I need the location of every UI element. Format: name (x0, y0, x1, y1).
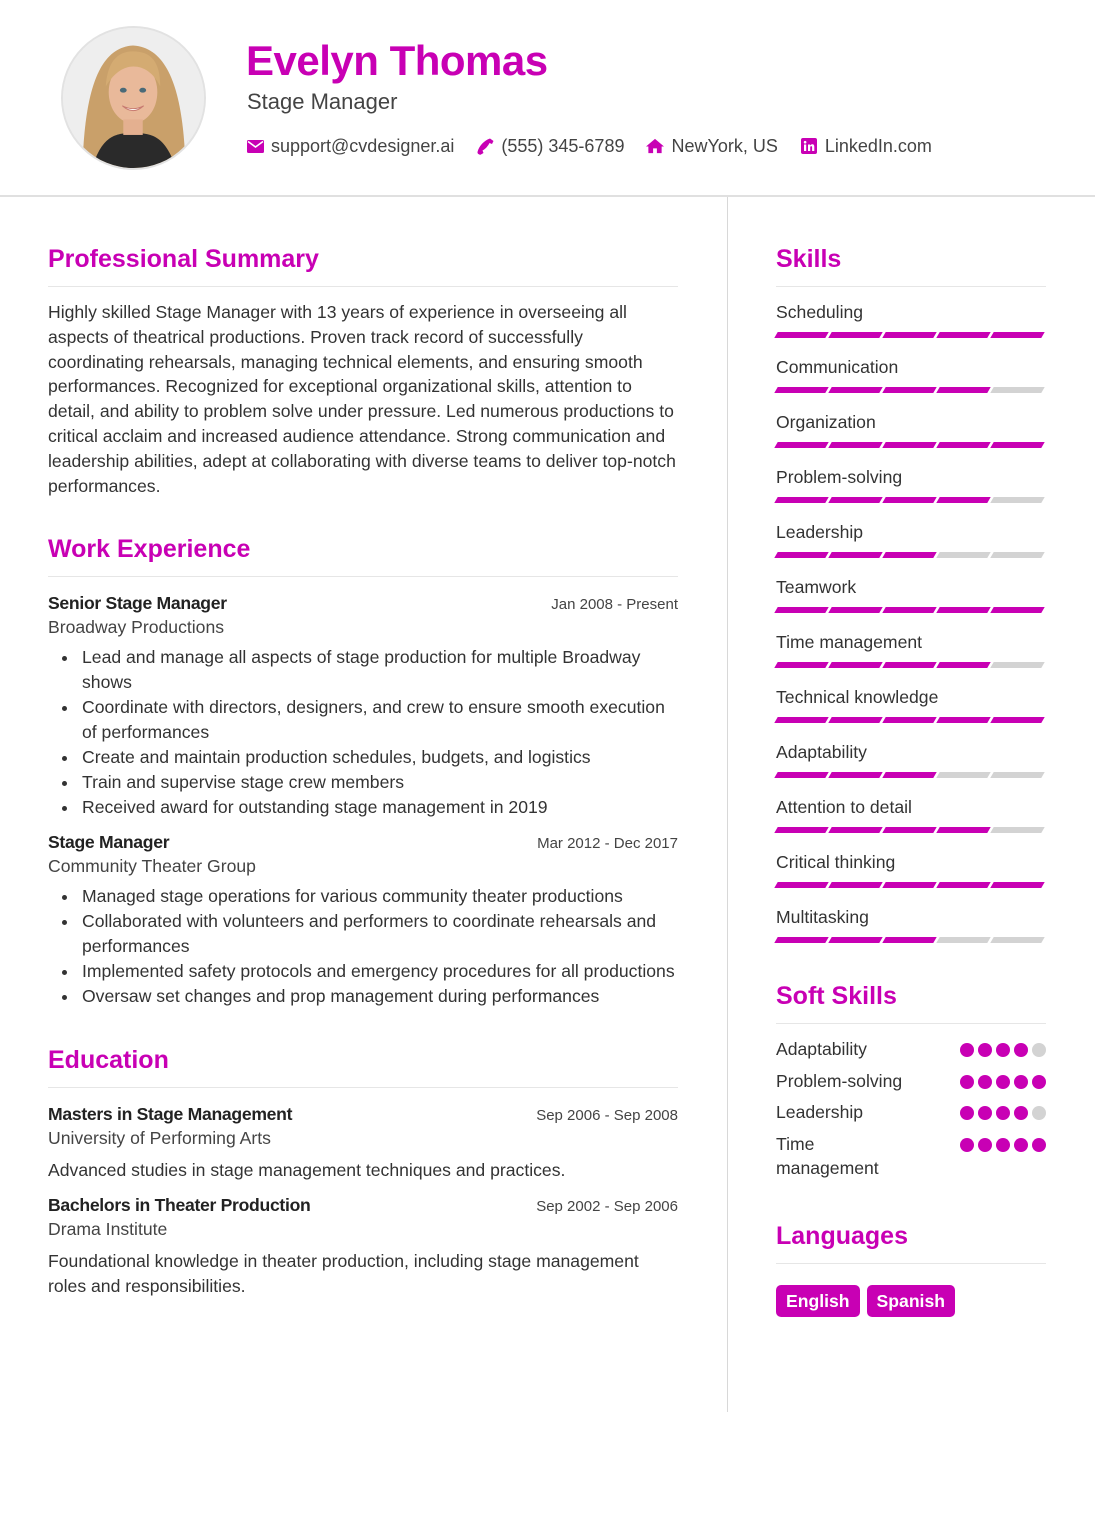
job-entry (48, 830, 678, 1009)
rating-dot-icon (960, 1043, 974, 1057)
skill-level-segment (936, 937, 990, 943)
education-date: Sep 2002 - Sep 2006 (536, 1198, 678, 1216)
skill-level-segment (774, 497, 828, 503)
job-bullet: Lead and manage all aspects of stage production for multiple Broadway shows (48, 645, 678, 695)
portrait-icon (63, 28, 204, 168)
rating-dot-icon (1032, 1106, 1046, 1120)
professional-summary-section (48, 244, 678, 498)
skill-level-bar (776, 717, 1046, 723)
degree-title: Bachelors in Theater Production (48, 1195, 311, 1216)
linkedin-icon (800, 137, 818, 155)
job-bullets (48, 884, 678, 1009)
profile-photo (61, 26, 206, 170)
envelope-icon (246, 137, 264, 155)
job-date: Jan 2008 - Present (551, 596, 678, 614)
skill-level-segment (990, 937, 1044, 943)
section-divider (48, 286, 678, 287)
contact-email-text: support@cvdesigner.ai (271, 136, 455, 156)
education-section (48, 1045, 678, 1299)
skill-level-segment (936, 497, 990, 503)
skill-level-segment (990, 882, 1044, 888)
rating-dot-icon (1032, 1075, 1046, 1089)
skill-level-segment (828, 442, 882, 448)
contact-linkedin-text: LinkedIn.com (824, 136, 932, 156)
skill-level-segment (828, 387, 882, 393)
education-entry (48, 1193, 678, 1299)
section-title: Skills (776, 245, 842, 273)
skill-level-segment (828, 332, 882, 338)
skill-level-segment (936, 827, 990, 833)
skill-level-segment (882, 607, 936, 613)
skill-level-segment (936, 717, 990, 723)
section-divider (48, 576, 678, 577)
skill-item (776, 630, 1046, 668)
skill-name: Teamwork (776, 577, 857, 597)
skill-level-bar (776, 662, 1046, 668)
skill-level-segment (990, 497, 1044, 503)
rating-dot-icon (978, 1043, 992, 1057)
sidebar-column (776, 244, 1046, 1317)
rating-dot-icon (1014, 1106, 1028, 1120)
rating-dot-icon (1032, 1043, 1046, 1057)
skill-level-segment (990, 662, 1044, 668)
job-date: Mar 2012 - Dec 2017 (537, 835, 678, 853)
skill-item (776, 465, 1046, 503)
degree-title: Masters in Stage Management (48, 1104, 293, 1125)
skill-level-segment (828, 772, 882, 778)
skill-level-bar (776, 607, 1046, 613)
skill-level-segment (774, 717, 828, 723)
soft-skill-rating (956, 1069, 1046, 1089)
job-bullet: Collaborated with volunteers and performers to coordinate rehearsals and performances (48, 909, 678, 959)
skill-level-segment (774, 937, 828, 943)
skill-level-bar (776, 937, 1046, 943)
soft-skill-name: Leadership (776, 1102, 864, 1122)
rating-dot-icon (996, 1106, 1010, 1120)
skill-level-segment (990, 717, 1044, 723)
section-divider (776, 1023, 1046, 1024)
skill-level-segment (990, 552, 1044, 558)
contact-linkedin[interactable] (800, 134, 932, 158)
rating-dot-icon (996, 1138, 1010, 1152)
summary-text: Highly skilled Stage Manager with 13 years of experience in overseeing all aspects of theatrical productions. Proven track record of successfully coordinating rehearsals, managing technical elements, and ensuring smooth performances. Recognized for exceptional organizational skills, attention to detail, and ability to problem solve under pressure. Led numerous productions to critical acclaim and increased audience attendance. Strong communication and leadership abilities, adept at collaborating with diverse teams to deliver top-notch performances. (48, 302, 676, 496)
home-icon (646, 137, 664, 155)
section-divider (776, 1263, 1046, 1264)
skill-level-segment (936, 332, 990, 338)
education-description: Advanced studies in stage management techniques and practices. (48, 1160, 566, 1181)
education-date: Sep 2006 - Sep 2008 (536, 1107, 678, 1125)
skill-level-segment (990, 442, 1044, 448)
languages-section (776, 1221, 1046, 1317)
skill-level-segment (882, 552, 936, 558)
skill-item (776, 685, 1046, 723)
contact-phone[interactable] (476, 134, 624, 158)
skill-level-segment (882, 387, 936, 393)
contact-list (246, 134, 954, 158)
skill-level-bar (776, 442, 1046, 448)
job-bullet: Implemented safety protocols and emergency procedures for all productions (48, 959, 678, 984)
soft-skill-name: Time management (776, 1133, 879, 1178)
rating-dot-icon (960, 1106, 974, 1120)
rating-dot-icon (960, 1075, 974, 1089)
skill-item (776, 520, 1046, 558)
soft-skill-item (776, 1069, 1046, 1094)
skill-level-segment (990, 387, 1044, 393)
candidate-name: Evelyn Thomas (246, 37, 548, 84)
skill-level-segment (936, 882, 990, 888)
section-divider (776, 286, 1046, 287)
skill-item (776, 575, 1046, 613)
job-company: Community Theater Group (48, 856, 256, 877)
skill-level-segment (936, 662, 990, 668)
skill-level-segment (774, 827, 828, 833)
phone-icon (476, 137, 494, 155)
contact-phone-text: (555) 345-6789 (501, 136, 625, 156)
language-tag: English (776, 1285, 860, 1317)
section-title: Languages (776, 1221, 908, 1250)
soft-skill-item (776, 1100, 1046, 1125)
rating-dot-icon (996, 1043, 1010, 1057)
skill-level-bar (776, 387, 1046, 393)
job-bullet: Train and supervise stage crew members (48, 770, 678, 795)
skill-name: Organization (776, 412, 876, 432)
skill-name: Multitasking (776, 907, 869, 927)
job-bullet: Managed stage operations for various community theater productions (48, 884, 678, 909)
soft-skill-item (776, 1037, 1046, 1062)
skill-level-segment (774, 772, 828, 778)
skill-level-segment (882, 497, 936, 503)
soft-skills-section (776, 981, 1046, 1181)
job-bullets (48, 645, 678, 820)
skill-level-segment (882, 332, 936, 338)
skill-level-segment (882, 717, 936, 723)
skill-level-segment (774, 662, 828, 668)
job-entry (48, 591, 678, 820)
contact-location-text: NewYork, US (671, 136, 778, 156)
skill-level-segment (882, 772, 936, 778)
contact-email[interactable] (246, 134, 454, 158)
rating-dot-icon (978, 1075, 992, 1089)
skill-level-segment (774, 607, 828, 613)
skill-level-segment (828, 552, 882, 558)
section-title: Professional Summary (48, 245, 319, 273)
skill-level-segment (936, 772, 990, 778)
rating-dot-icon (1014, 1138, 1028, 1152)
education-description: Foundational knowledge in theater production, including stage management roles and responsibilities. (48, 1251, 639, 1297)
job-company: Broadway Productions (48, 617, 225, 638)
rating-dot-icon (978, 1138, 992, 1152)
skill-level-segment (882, 882, 936, 888)
skill-level-bar (776, 882, 1046, 888)
skill-level-segment (882, 937, 936, 943)
skill-level-segment (882, 442, 936, 448)
skill-level-segment (774, 882, 828, 888)
skill-name: Problem-solving (776, 467, 903, 487)
skill-level-bar (776, 552, 1046, 558)
soft-skill-rating (956, 1100, 1046, 1120)
job-bullet: Coordinate with directors, designers, and crew to ensure smooth execution of performances (48, 695, 678, 745)
language-tag: Spanish (867, 1285, 955, 1317)
rating-dot-icon (996, 1075, 1010, 1089)
main-column (48, 244, 678, 1299)
skill-level-segment (828, 662, 882, 668)
rating-dot-icon (1032, 1138, 1046, 1152)
job-title: Senior Stage Manager (48, 593, 227, 614)
skill-level-segment (774, 387, 828, 393)
skill-item (776, 300, 1046, 338)
soft-skills-list (776, 1037, 1046, 1181)
skill-name: Time management (776, 632, 923, 652)
soft-skill-name: Problem-solving (776, 1070, 903, 1091)
skill-level-segment (990, 827, 1044, 833)
skill-level-segment (936, 442, 990, 448)
skill-level-segment (936, 552, 990, 558)
rating-dot-icon (960, 1138, 974, 1152)
rating-dot-icon (978, 1106, 992, 1120)
job-bullet: Create and maintain production schedules, budgets, and logistics (48, 745, 678, 770)
skill-level-segment (936, 387, 990, 393)
soft-skill-item (776, 1132, 1046, 1181)
skill-level-segment (882, 827, 936, 833)
education-entry (48, 1102, 678, 1183)
job-bullet: Received award for outstanding stage management in 2019 (48, 795, 678, 820)
skill-level-bar (776, 772, 1046, 778)
skill-level-bar (776, 332, 1046, 338)
contact-location (646, 134, 777, 158)
soft-skill-rating (956, 1132, 1046, 1152)
skill-level-segment (828, 937, 882, 943)
skill-level-segment (828, 717, 882, 723)
skill-level-bar (776, 497, 1046, 503)
skill-level-segment (990, 332, 1044, 338)
soft-skill-rating (956, 1037, 1046, 1057)
skill-name: Critical thinking (776, 852, 896, 872)
school-name: University of Performing Arts (48, 1128, 271, 1149)
section-title: Work Experience (48, 535, 251, 564)
skill-level-segment (774, 442, 828, 448)
job-title: Stage Manager (48, 832, 170, 853)
rating-dot-icon (1014, 1075, 1028, 1089)
skills-list (776, 300, 1046, 943)
skill-name: Scheduling (776, 302, 864, 322)
soft-skill-name: Adaptability (776, 1039, 867, 1059)
skill-item (776, 850, 1046, 888)
skill-level-segment (828, 827, 882, 833)
skill-item (776, 795, 1046, 833)
skill-level-segment (882, 662, 936, 668)
skill-item (776, 905, 1046, 943)
skills-section (776, 244, 1046, 943)
skill-level-segment (990, 607, 1044, 613)
skill-level-segment (936, 607, 990, 613)
column-divider (727, 197, 728, 1412)
skill-name: Adaptability (776, 742, 867, 762)
languages-list (776, 1285, 1046, 1317)
section-title: Soft Skills (776, 982, 897, 1010)
skill-item (776, 355, 1046, 393)
skill-level-segment (990, 772, 1044, 778)
skill-name: Technical knowledge (776, 687, 939, 707)
rating-dot-icon (1014, 1043, 1028, 1057)
skill-name: Communication (776, 357, 899, 377)
skill-level-segment (774, 332, 828, 338)
skill-name: Leadership (776, 522, 864, 542)
candidate-title: Stage Manager (247, 89, 398, 114)
school-name: Drama Institute (48, 1219, 168, 1240)
skill-name: Attention to detail (776, 797, 912, 817)
skill-level-segment (774, 552, 828, 558)
section-title: Education (48, 1046, 169, 1075)
job-bullet: Oversaw set changes and prop management during performances (48, 984, 678, 1009)
resume-header (0, 0, 1095, 197)
skill-level-segment (828, 882, 882, 888)
skill-level-bar (776, 827, 1046, 833)
skill-item (776, 740, 1046, 778)
skill-level-segment (828, 607, 882, 613)
work-experience-section (48, 534, 678, 1009)
skill-item (776, 410, 1046, 448)
skill-level-segment (828, 497, 882, 503)
section-divider (48, 1087, 678, 1088)
